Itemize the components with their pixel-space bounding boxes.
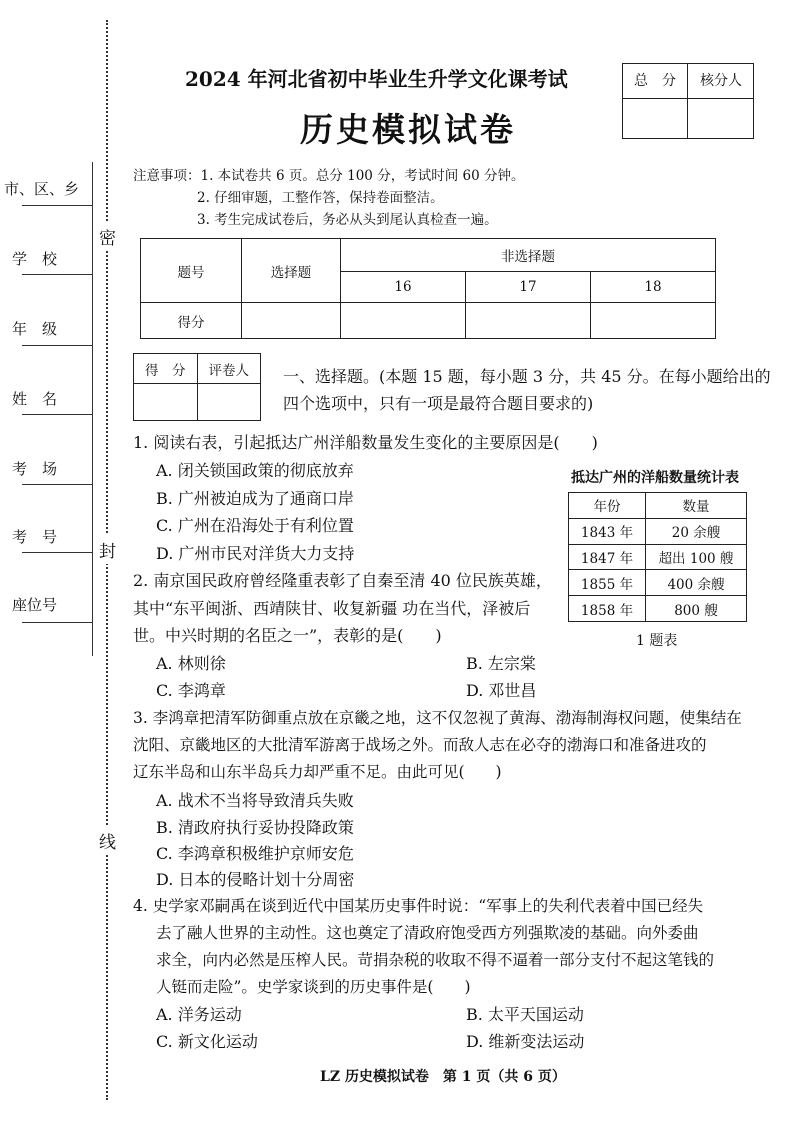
- q2-option-d: D. 邓世昌: [466, 681, 537, 700]
- notice-line-2: 2. 仔细审题，工整作答，保持卷面整洁。: [197, 190, 444, 206]
- score-table-score-label: 得分: [141, 303, 242, 339]
- q4-option-d: D. 维新变法运动: [466, 1032, 585, 1051]
- grader-reviewer-label: 评卷人: [197, 354, 261, 384]
- ship-table-header-count: 数量: [646, 493, 747, 519]
- ship-table-caption: 1 题表: [636, 633, 678, 649]
- side-label-seat: 座位号: [12, 596, 58, 614]
- seal-char-feng: 封: [99, 535, 116, 564]
- score-cell: [242, 303, 341, 339]
- q1-option-b: B. 广州被迫成为了通商口岸: [156, 489, 354, 508]
- score-table-col: 18: [591, 272, 716, 303]
- q4-stem-line-3: 求全，向内必然是压榨人民。苛捐杂税的收取不得不逼着一部分支付不起这笔钱的: [156, 951, 715, 969]
- score-cell: [341, 303, 466, 339]
- ship-table-cell: 1858 年: [569, 596, 646, 622]
- q3-stem-line-2: 沈阳、京畿地区的大批清军游离于战场之外。而敌人志在必夺的渤海口和准备进攻的: [133, 736, 707, 754]
- exam-title: 2024 年河北省初中毕业生升学文化课考试: [185, 67, 568, 91]
- q2-option-a: A. 林则徐: [156, 654, 226, 673]
- ship-table-header-year: 年份: [569, 493, 646, 519]
- q3-option-a: A. 战术不当将导致清兵失败: [156, 791, 354, 810]
- q3-stem-line-3: 辽东半岛和山东半岛兵力却严重不足。由此可见( ): [133, 763, 502, 781]
- side-line: [22, 205, 92, 206]
- score-table-col: 16: [341, 272, 466, 303]
- score-table: [140, 238, 716, 339]
- q2-option-b: B. 左宗棠: [466, 654, 536, 673]
- side-line: [22, 484, 92, 485]
- q4-option-b: B. 太平天国运动: [466, 1005, 584, 1024]
- q2-option-c: C. 李鸿章: [156, 681, 226, 700]
- ship-table-cell: 20 余艘: [646, 518, 747, 544]
- notice-line-1: 注意事项：1. 本试卷共 6 页。总分 100 分，考试时间 60 分钟。: [133, 168, 525, 184]
- q2-stem-line-1: 2. 南京国民政府曾经隆重表彰了自秦至清 40 位民族英雄，: [133, 571, 552, 590]
- q1-option-c: C. 广州在沿海处于有利位置: [156, 516, 354, 535]
- seal-char-mi: 密: [99, 222, 116, 251]
- q1-stem: 1. 阅读右表，引起抵达广州洋船数量发生变化的主要原因是( ): [133, 433, 598, 452]
- grader-box: [133, 353, 261, 421]
- q4-stem-line-1: 4. 史学家邓嗣禹在谈到近代中国某历史事件时说：“军事上的失利代表着中国已经失: [133, 897, 704, 915]
- total-score-label: 总 分: [634, 73, 676, 89]
- ship-table-cell: 超出 100 艘: [646, 544, 747, 570]
- section-heading-line-1: 一、选择题。(本题 15 题，每小题 3 分，共 45 分。在每小题给出的: [283, 367, 771, 386]
- q1-option-a: A. 闭关锁国政策的彻底放弃: [156, 461, 354, 480]
- q4-stem-line-4: 人铤而走险”。史学家谈到的历史事件是( ): [156, 978, 471, 996]
- ship-table-cell: 1843 年: [569, 518, 646, 544]
- side-border: [92, 162, 93, 656]
- side-label-room: 考 场: [12, 460, 58, 478]
- side-line: [22, 274, 92, 275]
- ship-table-cell: 1847 年: [569, 544, 646, 570]
- score-table-col: 17: [466, 272, 591, 303]
- ship-table: [568, 492, 747, 622]
- section-heading-line-2: 四个选项中，只有一项是最符合题目要求的): [283, 394, 594, 413]
- q2-stem-line-2: 其中“东平闽浙、西靖陕甘、收复新疆 功在当代，泽被后: [133, 599, 531, 618]
- side-line: [22, 345, 92, 346]
- q4-stem-line-2: 去了融人世界的主动性。这也奠定了清政府饱受西方列强欺凌的基础。向外委曲: [156, 924, 699, 942]
- ship-table-cell: 400 余艘: [646, 570, 747, 596]
- total-score-box: [622, 63, 754, 139]
- checker-label: 核分人: [700, 73, 742, 89]
- score-table-nonchoice: 非选择题: [341, 239, 716, 272]
- side-line: [22, 552, 92, 553]
- side-label-number: 考 号: [12, 528, 58, 546]
- q3-option-c: C. 李鸿章积极维护京师安危: [156, 844, 354, 863]
- score-cell: [591, 303, 716, 339]
- q4-option-a: A. 洋务运动: [156, 1005, 242, 1024]
- side-line: [22, 622, 92, 623]
- ship-table-cell: 800 艘: [646, 596, 747, 622]
- q2-stem-line-3: 世。中兴时期的名臣之一”，表彰的是( ): [133, 626, 442, 645]
- q3-option-d: D. 日本的侵略计划十分周密: [156, 870, 355, 889]
- side-label-name: 姓 名: [12, 390, 58, 408]
- score-table-choice: 选择题: [242, 239, 341, 303]
- side-label-grade: 年 级: [12, 320, 58, 338]
- page-footer: LZ 历史模拟试卷 第 1 页（共 6 页）: [320, 1069, 566, 1085]
- seal-char-xian: 线: [99, 826, 116, 855]
- ship-table-title: 抵达广州的洋船数量统计表: [571, 470, 739, 486]
- score-table-header-label: 题号: [141, 239, 242, 303]
- q3-option-b: B. 清政府执行妥协投降政策: [156, 818, 354, 837]
- side-label-school: 学 校: [12, 250, 58, 268]
- notice-line-3: 3. 考生完成试卷后，务必从头到尾认真检查一遍。: [197, 212, 498, 228]
- q3-stem-line-1: 3. 李鸿章把清军防御重点放在京畿之地，这不仅忽视了黄海、渤海制海权问题，使集结在: [133, 709, 742, 727]
- ship-table-cell: 1855 年: [569, 570, 646, 596]
- grader-score-label: 得 分: [134, 354, 198, 384]
- side-label-district: 市、区、乡: [4, 180, 80, 198]
- q1-option-d: D. 广州市民对洋货大力支持: [156, 544, 355, 563]
- q4-option-c: C. 新文化运动: [156, 1032, 258, 1051]
- score-cell: [466, 303, 591, 339]
- side-line: [22, 414, 92, 415]
- paper-title: 历史模拟试卷: [300, 110, 516, 149]
